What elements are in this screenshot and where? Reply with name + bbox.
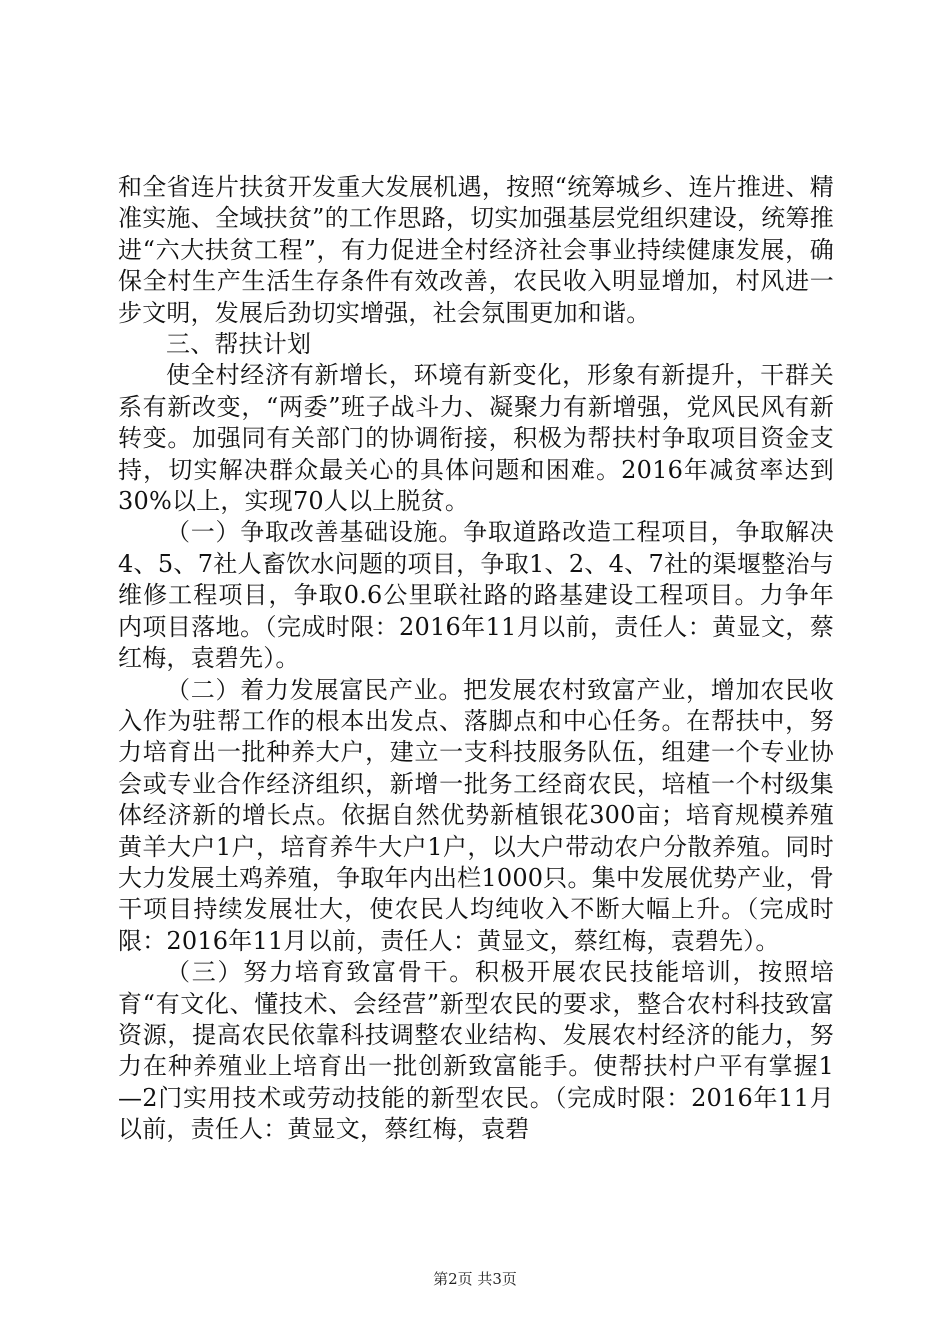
page-footer: 第2页 共3页: [433, 1270, 517, 1288]
paragraph-plan-goals: 使全村经济有新增长，环境有新变化，形象有新提升，干群关系有新改变，“两委”班子战斗力、凝聚力有新增强，党风民风有新转变。加强同有关部门的协调衔接，积极为帮扶村争取项目资金支持，切实解决群众最关心的具体问题和困难。2016年减贫率达到30%以上，实现70人以上脱贫。: [118, 361, 834, 516]
paragraph-infrastructure: （一）争取改善基础设施。争取道路改造工程项目，争取解决4、5、7社人畜饮水问题的项目，争取1、2、4、7社的渠堰整治与维修工程项目，争取0.6公里联社路的路基建设工程项目。力争年内项目落地。（完成时限：2016年11月以前，责任人：黄显文，蔡红梅，袁碧先）。: [118, 518, 834, 673]
document-body: [118, 172, 834, 1146]
paragraph-industry: （二）着力发展富民产业。把发展农村致富产业，增加农民收入作为驻帮工作的根本出发点、落脚点和中心任务。在帮扶中，努力培育出一批种养大户，建立一支科技服务队伍，组建一个专业协会或专业合作经济组织，新增一批务工经商农民，培植一个村级集体经济新的增长点。依据自然优势新植银花300亩；培育规模养殖黄羊大户1户，培育养牛大户1户，以大户带动农户分散养殖。同时大力发展土鸡养殖，争取年内出栏1000只。集中发展优势产业，骨干项目持续发展壮大，使农民人均纯收入不断大幅上升。（完成时限：2016年11月以前，责任人：黄显文，蔡红梅，袁碧先）。: [118, 675, 834, 955]
section-heading-assistance-plan: 三、帮扶计划: [166, 330, 312, 359]
paragraph-intro-continuation: 和全省连片扶贫开发重大发展机遇，按照“统筹城乡、连片推进、精准实施、全域扶贫”的工作思路，切实加强基层党组织建设，统筹推进“六大扶贫工程”，有力促进全村经济社会事业持续健康发展，确保全村生产生活生存条件有效改善，农民收入明显增加，村风进一步文明，发展后劲切实增强，社会氛围更加和谐。: [118, 173, 834, 327]
paragraph-training: （三）努力培育致富骨干。积极开展农民技能培训，按照培育“有文化、懂技术、会经营”新型农民的要求，整合农村科技致富资源，提高农民依靠科技调整农业结构、发展农村经济的能力，努力在种养殖业上培育出一批创新致富能手。使帮扶村户平有掌握1—2门实用技术或劳动技能的新型农民。（完成时限：2016年11月以前，责任人：黄显文，蔡红梅，袁碧: [118, 958, 834, 1144]
